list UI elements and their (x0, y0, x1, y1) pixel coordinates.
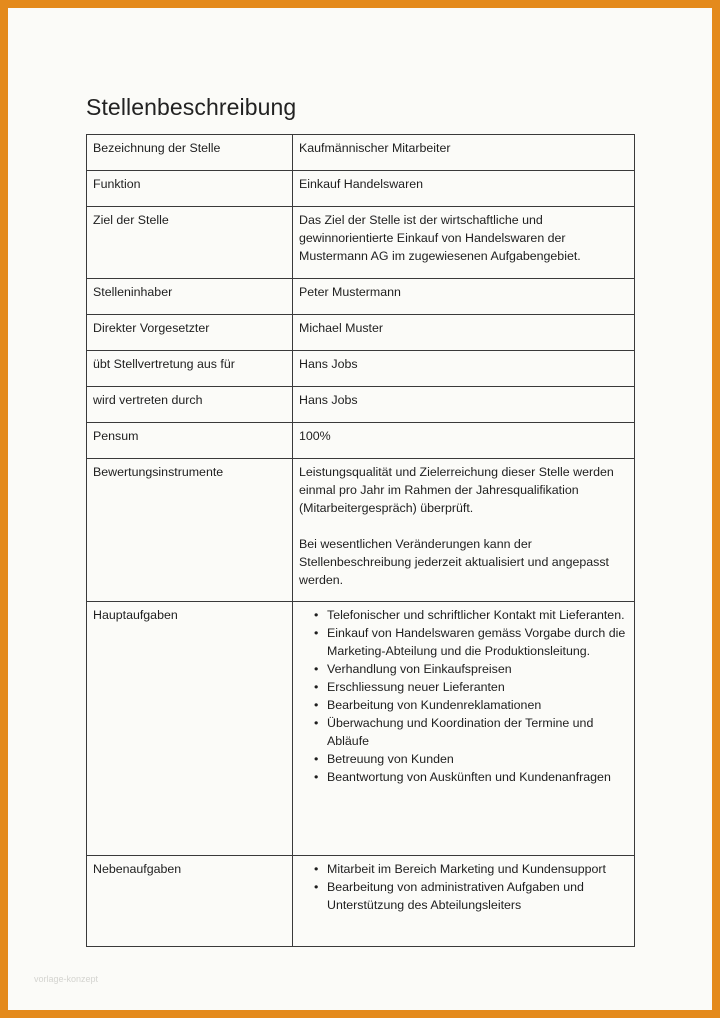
row-label: Pensum (87, 423, 293, 459)
side-tasks-list (299, 860, 628, 914)
table-row (87, 315, 635, 351)
list-item: • Erschliessung neuer Lieferanten (314, 680, 505, 694)
row-value: Hans Jobs (293, 387, 635, 423)
table-row (87, 423, 635, 459)
list-item: • Überwachung und Koordination der Termine und Abläufe (314, 716, 594, 748)
list-item: • Betreuung von Kunden (314, 752, 454, 766)
row-label: Nebenaufgaben (87, 856, 293, 947)
row-label: Funktion (87, 171, 293, 207)
bullet-icon: • (314, 698, 319, 712)
list-item: • Verhandlung von Einkaufspreisen (314, 662, 512, 676)
row-value: Das Ziel der Stelle ist der wirtschaftliche und gewinnorientierte Einkauf von Handelswaren der Mustermann AG im zugewiesenen Aufgabengebiet. (293, 207, 635, 279)
table-row (87, 171, 635, 207)
row-value: Einkauf Handelswaren (293, 171, 635, 207)
row-label: Bezeichnung der Stelle (87, 135, 293, 171)
row-label: Direkter Vorgesetzter (87, 315, 293, 351)
watermark-text: vorlage-konzept (34, 974, 99, 984)
list-item: • Telefonischer und schriftlicher Kontakt mit Lieferanten. (314, 608, 625, 622)
list-item: • Beantwortung von Auskünften und Kundenanfragen (314, 770, 611, 784)
row-value: 100% (293, 423, 635, 459)
table-row (87, 279, 635, 315)
list-item: • Bearbeitung von administrativen Aufgaben und Unterstützung des Abteilungsleiters (314, 880, 584, 912)
list-item: • Einkauf von Handelswaren gemäss Vorgabe durch die Marketing-Abteilung und die Produktionsleitung. (314, 626, 626, 658)
document-page (8, 8, 712, 1010)
table-row (87, 602, 635, 856)
table-row (87, 387, 635, 423)
bullet-icon: • (314, 680, 319, 694)
row-label: Ziel der Stelle (87, 207, 293, 279)
table-row (87, 135, 635, 171)
page-title: Stellenbeschreibung (86, 94, 297, 120)
row-value (293, 856, 635, 947)
list-item: • Mitarbeit im Bereich Marketing und Kundensupport (314, 862, 606, 876)
row-label: Stelleninhaber (87, 279, 293, 315)
table-row (87, 856, 635, 947)
table-row (87, 459, 635, 602)
bullet-icon: • (314, 626, 319, 640)
bullet-icon: • (314, 716, 319, 730)
table-row (87, 351, 635, 387)
bullet-icon: • (314, 880, 319, 894)
row-label: Bewertungsinstrumente (87, 459, 293, 602)
bullet-icon: • (314, 752, 319, 766)
bullet-icon: • (314, 862, 319, 876)
row-value: Peter Mustermann (293, 279, 635, 315)
row-value: Kaufmännischer Mitarbeiter (293, 135, 635, 171)
main-tasks-list (299, 606, 628, 786)
row-value (293, 602, 635, 856)
row-value (293, 459, 635, 602)
table-row (87, 207, 635, 279)
row-value: Michael Muster (293, 315, 635, 351)
row-label: Hauptaufgaben (87, 602, 293, 856)
row-label: übt Stellvertretung aus für (87, 351, 293, 387)
row-value: Hans Jobs (293, 351, 635, 387)
evaluation-paragraph: Bei wesentlichen Veränderungen kann der Stellenbeschreibung jederzeit aktualisiert und angepasst werden. (299, 537, 609, 587)
evaluation-paragraph: Leistungsqualität und Zielerreichung dieser Stelle werden einmal pro Jahr im Rahmen der Jahresqualifikation (Mitarbeitergespräch) überprüft. (299, 465, 614, 515)
bullet-icon: • (314, 770, 319, 784)
row-label: wird vertreten durch (87, 387, 293, 423)
bullet-icon: • (314, 662, 319, 676)
list-item: • Bearbeitung von Kundenreklamationen (314, 698, 542, 712)
bullet-icon: • (314, 608, 319, 622)
job-description-table (86, 134, 635, 947)
